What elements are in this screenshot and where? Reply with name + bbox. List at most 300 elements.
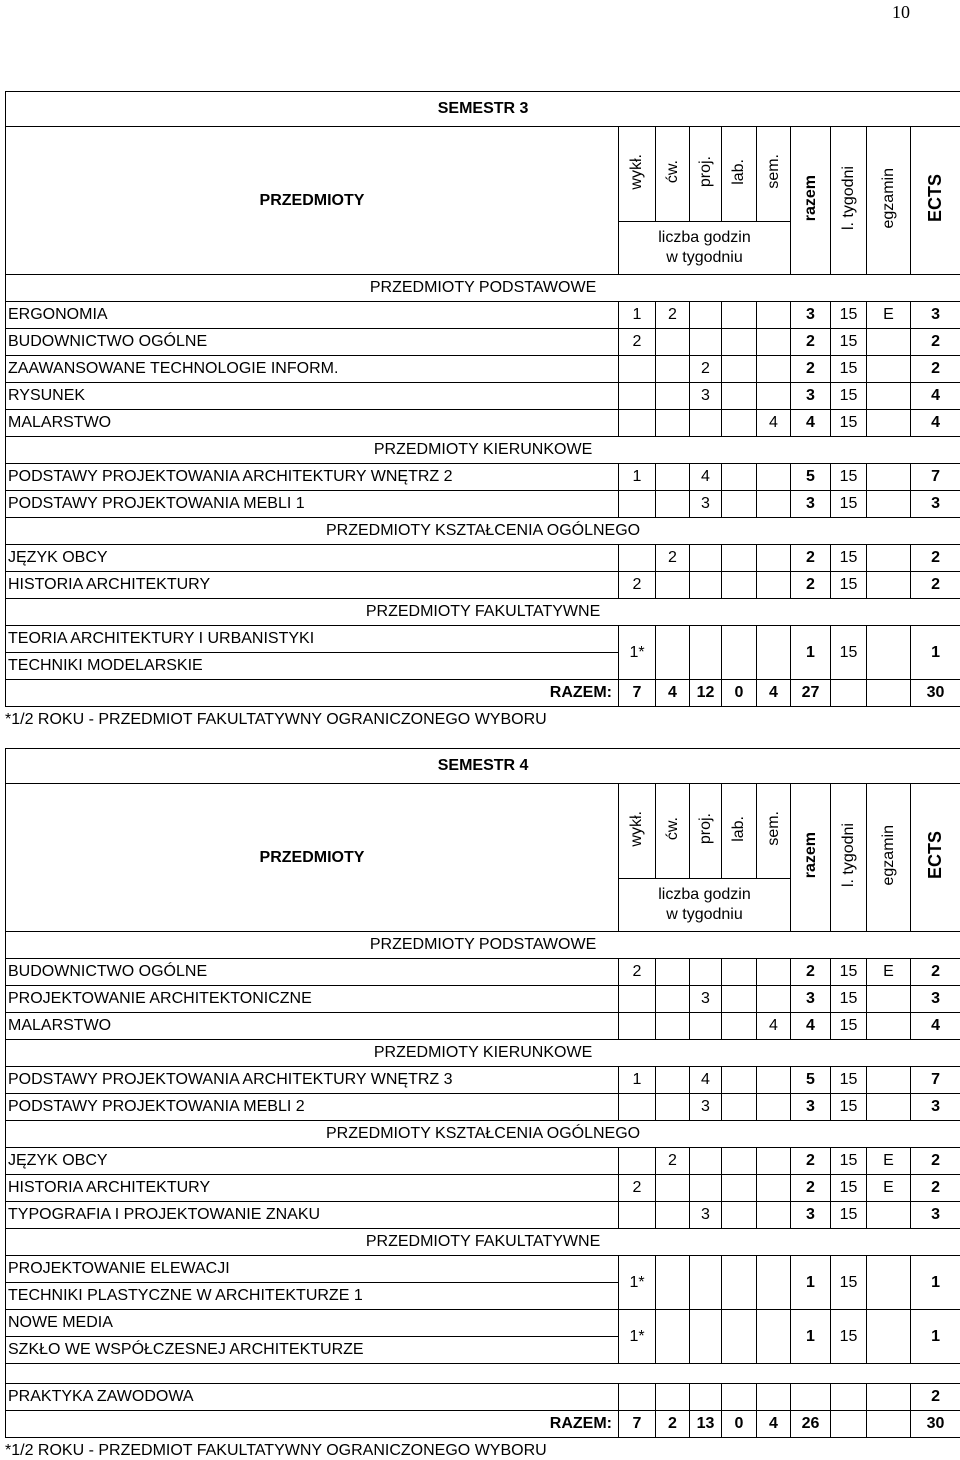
col-egzamin-header bbox=[867, 127, 911, 275]
table-cell bbox=[656, 959, 690, 986]
table-cell bbox=[656, 1384, 690, 1411]
header-label: lab. bbox=[730, 159, 748, 185]
table-row bbox=[6, 986, 960, 1013]
header-label: l. tygodni bbox=[840, 166, 858, 230]
section-header: PRZEDMIOTY KSZTAŁCENIA OGÓLNEGO bbox=[6, 1121, 960, 1148]
table-cell bbox=[867, 680, 911, 707]
table-cell bbox=[757, 986, 791, 1013]
przedmioty-header: PRZEDMIOTY bbox=[6, 127, 619, 275]
table-cell: 15 bbox=[831, 959, 867, 986]
table-cell: 3 bbox=[690, 1202, 722, 1229]
table-cell: 4 bbox=[690, 1067, 722, 1094]
col-sem-header bbox=[757, 784, 791, 879]
table-cell: 15 bbox=[831, 464, 867, 491]
table-cell: 30 bbox=[911, 680, 960, 707]
table-cell: 4 bbox=[791, 410, 831, 437]
table-cell bbox=[867, 1411, 911, 1438]
table-row bbox=[6, 1094, 960, 1121]
table-cell: 3 bbox=[791, 1202, 831, 1229]
table-cell: E bbox=[867, 1148, 911, 1175]
header-label: ćw. bbox=[664, 817, 682, 840]
subject-name-cell: HISTORIA ARCHITEKTURY bbox=[6, 1175, 619, 1202]
header-label: wykł. bbox=[628, 154, 646, 190]
table-cell: 4 bbox=[656, 680, 690, 707]
table-cell: 15 bbox=[831, 986, 867, 1013]
subject-name-cell: MALARSTWO bbox=[6, 1013, 619, 1040]
table-cell: 12 bbox=[690, 680, 722, 707]
table-cell: 2 bbox=[619, 1175, 656, 1202]
table-cell bbox=[690, 329, 722, 356]
table-cell bbox=[656, 986, 690, 1013]
table-cell: 3 bbox=[911, 302, 960, 329]
table-cell bbox=[757, 383, 791, 410]
table-cell: 4 bbox=[757, 1013, 791, 1040]
subject-name-cell: JĘZYK OBCY bbox=[6, 545, 619, 572]
table-cell: 15 bbox=[831, 1202, 867, 1229]
spacer-row bbox=[6, 1364, 960, 1384]
table-cell bbox=[690, 1013, 722, 1040]
table-cell: 1* bbox=[619, 626, 656, 680]
table-cell bbox=[656, 1094, 690, 1121]
table-cell bbox=[690, 626, 722, 680]
header-label: wykł. bbox=[628, 811, 646, 847]
table-cell bbox=[722, 626, 757, 680]
table-cell: 2 bbox=[911, 545, 960, 572]
table-cell bbox=[619, 383, 656, 410]
table-cell bbox=[867, 1256, 911, 1310]
przedmioty-header: PRZEDMIOTY bbox=[6, 784, 619, 932]
table-cell: 1* bbox=[619, 1256, 656, 1310]
table-cell bbox=[867, 464, 911, 491]
table-cell bbox=[656, 464, 690, 491]
table-cell: 2 bbox=[911, 356, 960, 383]
header-label: l. tygodni bbox=[840, 823, 858, 887]
semester-title: SEMESTR 4 bbox=[6, 749, 960, 784]
subject-name-cell: BUDOWNICTWO OGÓLNE bbox=[6, 959, 619, 986]
table-cell: 4 bbox=[690, 464, 722, 491]
table-cell: 15 bbox=[831, 329, 867, 356]
table-cell: 2 bbox=[911, 329, 960, 356]
table-cell bbox=[619, 1202, 656, 1229]
table-cell bbox=[722, 1148, 757, 1175]
table-cell bbox=[791, 1384, 831, 1411]
table-cell bbox=[619, 410, 656, 437]
table-cell: 1* bbox=[619, 1310, 656, 1364]
table-row bbox=[6, 545, 960, 572]
table-cell: 3 bbox=[911, 986, 960, 1013]
table-cell bbox=[757, 356, 791, 383]
table-cell bbox=[722, 1310, 757, 1364]
col-tygodni-header bbox=[831, 127, 867, 275]
table-cell bbox=[722, 464, 757, 491]
table-cell bbox=[831, 680, 867, 707]
table-cell bbox=[656, 626, 690, 680]
subject-name-cell: PRAKTYKA ZAWODOWA bbox=[6, 1384, 619, 1411]
table-cell: 2 bbox=[619, 572, 656, 599]
table-cell bbox=[867, 626, 911, 680]
table-row bbox=[6, 1067, 960, 1094]
table-cell bbox=[656, 356, 690, 383]
table-cell bbox=[656, 1175, 690, 1202]
subject-name-cell: TECHNIKI MODELARSKIE bbox=[6, 653, 619, 680]
table-cell: 7 bbox=[619, 680, 656, 707]
table-cell bbox=[619, 1148, 656, 1175]
table-cell: 4 bbox=[911, 383, 960, 410]
table-cell bbox=[867, 410, 911, 437]
table-cell: 1 bbox=[911, 1256, 960, 1310]
table-cell bbox=[722, 302, 757, 329]
table-cell bbox=[722, 491, 757, 518]
table-cell bbox=[619, 545, 656, 572]
col-wykl-header bbox=[619, 784, 656, 879]
section-header: PRZEDMIOTY FAKULTATYWNE bbox=[6, 599, 960, 626]
col-ects-header bbox=[911, 784, 960, 932]
header-label: liczba godzin bbox=[658, 886, 751, 903]
table-cell bbox=[722, 986, 757, 1013]
table-cell: 3 bbox=[911, 1202, 960, 1229]
table-cell: 0 bbox=[722, 1411, 757, 1438]
table-cell: 2 bbox=[656, 545, 690, 572]
subject-name-cell: ERGONOMIA bbox=[6, 302, 619, 329]
table-cell bbox=[757, 572, 791, 599]
semester-3-table bbox=[5, 91, 960, 707]
col-razem-header bbox=[791, 127, 831, 275]
table-cell: 7 bbox=[911, 1067, 960, 1094]
header-label: sem. bbox=[765, 811, 783, 846]
subject-name-cell: PODSTAWY PROJEKTOWANIA MEBLI 1 bbox=[6, 491, 619, 518]
table-cell bbox=[722, 1013, 757, 1040]
table-cell: 2 bbox=[791, 545, 831, 572]
table-cell bbox=[619, 1013, 656, 1040]
table-cell bbox=[619, 491, 656, 518]
table-cell: E bbox=[867, 959, 911, 986]
table-cell: 0 bbox=[722, 680, 757, 707]
table-cell bbox=[867, 491, 911, 518]
table-cell bbox=[690, 545, 722, 572]
table-row bbox=[6, 1013, 960, 1040]
table-cell: 15 bbox=[831, 1256, 867, 1310]
col-cw-header bbox=[656, 784, 690, 879]
table-cell bbox=[722, 1202, 757, 1229]
subject-name-cell: TYPOGRAFIA I PROJEKTOWANIE ZNAKU bbox=[6, 1202, 619, 1229]
table-cell bbox=[656, 1013, 690, 1040]
table-cell bbox=[690, 959, 722, 986]
table-cell: 15 bbox=[831, 1310, 867, 1364]
table-cell: 3 bbox=[911, 1094, 960, 1121]
subject-name-cell: PODSTAWY PROJEKTOWANIA MEBLI 2 bbox=[6, 1094, 619, 1121]
header-label: egzamin bbox=[880, 168, 898, 228]
table-cell: 3 bbox=[690, 1094, 722, 1121]
footnote: *1/2 ROKU - PRZEDMIOT FAKULTATYWNY OGRANICZONEGO WYBORU bbox=[5, 707, 960, 729]
subject-name-cell: NOWE MEDIA bbox=[6, 1310, 619, 1337]
liczba-godzin-header bbox=[619, 222, 791, 275]
subject-name-cell: TECHNIKI PLASTYCZNE W ARCHITEKTURZE 1 bbox=[6, 1283, 619, 1310]
table-cell: 1 bbox=[911, 626, 960, 680]
header-label: ECTS bbox=[925, 831, 946, 879]
table-cell bbox=[656, 1202, 690, 1229]
semester-4-table bbox=[5, 748, 960, 1438]
col-razem-header bbox=[791, 784, 831, 932]
table-cell: 4 bbox=[757, 680, 791, 707]
table-cell: 13 bbox=[690, 1411, 722, 1438]
semester-3-table-block bbox=[5, 91, 960, 729]
subject-name-cell: MALARSTWO bbox=[6, 410, 619, 437]
table-row bbox=[6, 1256, 960, 1283]
table-cell: 1 bbox=[791, 1256, 831, 1310]
table-cell: 27 bbox=[791, 680, 831, 707]
table-cell bbox=[619, 986, 656, 1013]
table-cell bbox=[757, 302, 791, 329]
table-cell bbox=[867, 383, 911, 410]
table-cell: 4 bbox=[911, 1013, 960, 1040]
table-cell: 5 bbox=[791, 464, 831, 491]
table-cell: 3 bbox=[911, 491, 960, 518]
page-number: 10 bbox=[892, 2, 910, 23]
subject-name-cell: RYSUNEK bbox=[6, 383, 619, 410]
table-cell: 1 bbox=[791, 626, 831, 680]
header-label: proj. bbox=[697, 813, 715, 844]
table-cell: 2 bbox=[656, 1411, 690, 1438]
table-cell bbox=[867, 572, 911, 599]
table-cell bbox=[656, 491, 690, 518]
header-label: proj. bbox=[697, 156, 715, 187]
table-cell bbox=[757, 1384, 791, 1411]
subject-name-cell: PROJEKTOWANIE ELEWACJI bbox=[6, 1256, 619, 1283]
table-row bbox=[6, 1202, 960, 1229]
table-cell bbox=[757, 1175, 791, 1202]
table-cell bbox=[656, 1310, 690, 1364]
col-cw-header bbox=[656, 127, 690, 222]
table-cell: 15 bbox=[831, 1175, 867, 1202]
header-label: razem bbox=[802, 175, 820, 221]
section-header: PRZEDMIOTY FAKULTATYWNE bbox=[6, 1229, 960, 1256]
table-cell bbox=[757, 491, 791, 518]
table-row bbox=[6, 1310, 960, 1337]
table-cell bbox=[867, 545, 911, 572]
subject-name-cell: PODSTAWY PROJEKTOWANIA ARCHITEKTURY WNĘTRZ 3 bbox=[6, 1067, 619, 1094]
table-cell: 2 bbox=[791, 572, 831, 599]
table-cell bbox=[757, 545, 791, 572]
table-cell: 4 bbox=[757, 1411, 791, 1438]
razem-label: RAZEM: bbox=[6, 680, 619, 707]
table-cell bbox=[722, 572, 757, 599]
table-row bbox=[6, 1175, 960, 1202]
table-cell bbox=[757, 626, 791, 680]
table-cell bbox=[867, 329, 911, 356]
header-label: ćw. bbox=[664, 160, 682, 183]
table-cell bbox=[690, 302, 722, 329]
table-cell: 2 bbox=[619, 959, 656, 986]
table-cell bbox=[619, 356, 656, 383]
table-cell bbox=[867, 1310, 911, 1364]
table-cell: 3 bbox=[690, 383, 722, 410]
table-cell bbox=[867, 986, 911, 1013]
table-cell bbox=[757, 1202, 791, 1229]
table-row bbox=[6, 626, 960, 653]
table-cell: 2 bbox=[619, 329, 656, 356]
col-tygodni-header bbox=[831, 784, 867, 932]
table-cell bbox=[690, 572, 722, 599]
col-lab-header bbox=[722, 784, 757, 879]
table-cell bbox=[757, 1256, 791, 1310]
table-cell bbox=[690, 1175, 722, 1202]
table-cell bbox=[757, 1148, 791, 1175]
semester-4-table-block bbox=[5, 748, 960, 1460]
table-cell: 15 bbox=[831, 302, 867, 329]
header-label: liczba godzin bbox=[658, 229, 751, 246]
table-cell: E bbox=[867, 302, 911, 329]
section-header: PRZEDMIOTY KSZTAŁCENIA OGÓLNEGO bbox=[6, 518, 960, 545]
table-cell bbox=[722, 1384, 757, 1411]
table-row bbox=[6, 356, 960, 383]
header-label: w tygodniu bbox=[666, 906, 743, 923]
table-cell bbox=[757, 1310, 791, 1364]
table-cell bbox=[722, 329, 757, 356]
table-cell: 3 bbox=[791, 1094, 831, 1121]
header-label: razem bbox=[802, 832, 820, 878]
liczba-godzin-header bbox=[619, 879, 791, 932]
header-label: egzamin bbox=[880, 825, 898, 885]
table-cell: 2 bbox=[656, 1148, 690, 1175]
table-cell: 15 bbox=[831, 410, 867, 437]
table-cell: 15 bbox=[831, 356, 867, 383]
table-row bbox=[6, 1148, 960, 1175]
table-row bbox=[6, 464, 960, 491]
table-cell: 2 bbox=[791, 356, 831, 383]
table-cell bbox=[619, 1094, 656, 1121]
subject-name-cell: TEORIA ARCHITEKTURY I URBANISTYKI bbox=[6, 626, 619, 653]
table-cell: 2 bbox=[911, 959, 960, 986]
table-cell: 15 bbox=[831, 1148, 867, 1175]
table-cell bbox=[867, 1202, 911, 1229]
total-row bbox=[6, 680, 960, 707]
header-label: sem. bbox=[765, 154, 783, 189]
table-cell: 3 bbox=[791, 491, 831, 518]
table-row bbox=[6, 410, 960, 437]
section-header: PRZEDMIOTY PODSTAWOWE bbox=[6, 932, 960, 959]
table-cell: 3 bbox=[791, 383, 831, 410]
table-row bbox=[6, 1384, 960, 1411]
table-cell bbox=[690, 1310, 722, 1364]
table-cell: 7 bbox=[619, 1411, 656, 1438]
table-cell bbox=[656, 329, 690, 356]
table-cell bbox=[757, 1067, 791, 1094]
table-cell: 2 bbox=[911, 1175, 960, 1202]
table-cell: 15 bbox=[831, 1094, 867, 1121]
table-cell: 4 bbox=[791, 1013, 831, 1040]
table-row bbox=[6, 491, 960, 518]
col-lab-header bbox=[722, 127, 757, 222]
subject-name-cell: HISTORIA ARCHITEKTURY bbox=[6, 572, 619, 599]
header-label: w tygodniu bbox=[666, 249, 743, 266]
table-cell: 2 bbox=[911, 1148, 960, 1175]
table-cell: E bbox=[867, 1175, 911, 1202]
table-cell: 4 bbox=[757, 410, 791, 437]
table-cell: 3 bbox=[690, 491, 722, 518]
section-header: PRZEDMIOTY KIERUNKOWE bbox=[6, 1040, 960, 1067]
table-cell bbox=[757, 959, 791, 986]
table-cell: 2 bbox=[656, 302, 690, 329]
table-cell bbox=[690, 410, 722, 437]
total-row bbox=[6, 1411, 960, 1438]
table-cell: 15 bbox=[831, 383, 867, 410]
table-cell: 15 bbox=[831, 572, 867, 599]
table-cell bbox=[831, 1384, 867, 1411]
table-cell bbox=[656, 383, 690, 410]
table-cell: 2 bbox=[791, 1175, 831, 1202]
header-label: ECTS bbox=[925, 174, 946, 222]
table-row bbox=[6, 383, 960, 410]
table-cell bbox=[831, 1411, 867, 1438]
header-label: lab. bbox=[730, 816, 748, 842]
table-cell bbox=[722, 959, 757, 986]
table-cell: 15 bbox=[831, 626, 867, 680]
table-cell bbox=[757, 1094, 791, 1121]
table-cell: 15 bbox=[831, 545, 867, 572]
table-cell: 2 bbox=[791, 329, 831, 356]
table-cell bbox=[690, 1384, 722, 1411]
table-cell: 3 bbox=[791, 986, 831, 1013]
table-cell bbox=[722, 1175, 757, 1202]
footnote: *1/2 ROKU - PRZEDMIOT FAKULTATYWNY OGRANICZONEGO WYBORU bbox=[5, 1438, 960, 1460]
table-cell bbox=[656, 1067, 690, 1094]
table-cell: 1 bbox=[911, 1310, 960, 1364]
table-cell: 1 bbox=[619, 1067, 656, 1094]
col-wykl-header bbox=[619, 127, 656, 222]
table-cell: 2 bbox=[791, 1148, 831, 1175]
table-cell: 15 bbox=[831, 491, 867, 518]
subject-name-cell: JĘZYK OBCY bbox=[6, 1148, 619, 1175]
table-cell: 3 bbox=[690, 986, 722, 1013]
section-header: PRZEDMIOTY PODSTAWOWE bbox=[6, 275, 960, 302]
col-egzamin-header bbox=[867, 784, 911, 932]
table-cell bbox=[722, 1256, 757, 1310]
table-cell bbox=[867, 356, 911, 383]
col-proj-header bbox=[690, 127, 722, 222]
table-cell: 2 bbox=[911, 1384, 960, 1411]
table-cell bbox=[722, 1094, 757, 1121]
section-header: PRZEDMIOTY KIERUNKOWE bbox=[6, 437, 960, 464]
table-cell bbox=[690, 1256, 722, 1310]
table-cell bbox=[656, 1256, 690, 1310]
table-row bbox=[6, 302, 960, 329]
table-cell: 2 bbox=[690, 356, 722, 383]
col-proj-header bbox=[690, 784, 722, 879]
table-row bbox=[6, 572, 960, 599]
table-cell bbox=[722, 383, 757, 410]
table-cell: 30 bbox=[911, 1411, 960, 1438]
table-cell: 15 bbox=[831, 1067, 867, 1094]
table-cell bbox=[867, 1094, 911, 1121]
table-row bbox=[6, 329, 960, 356]
table-cell bbox=[722, 545, 757, 572]
table-cell bbox=[619, 1384, 656, 1411]
table-cell bbox=[867, 1013, 911, 1040]
subject-name-cell: PODSTAWY PROJEKTOWANIA ARCHITEKTURY WNĘTRZ 2 bbox=[6, 464, 619, 491]
table-cell bbox=[757, 464, 791, 491]
table-cell bbox=[722, 1067, 757, 1094]
razem-label: RAZEM: bbox=[6, 1411, 619, 1438]
table-cell: 5 bbox=[791, 1067, 831, 1094]
table-cell: 1 bbox=[619, 464, 656, 491]
table-cell: 2 bbox=[791, 959, 831, 986]
table-cell bbox=[722, 410, 757, 437]
semester-title: SEMESTR 3 bbox=[6, 92, 960, 127]
table-cell bbox=[656, 572, 690, 599]
table-row bbox=[6, 959, 960, 986]
table-cell bbox=[656, 410, 690, 437]
table-cell: 3 bbox=[791, 302, 831, 329]
